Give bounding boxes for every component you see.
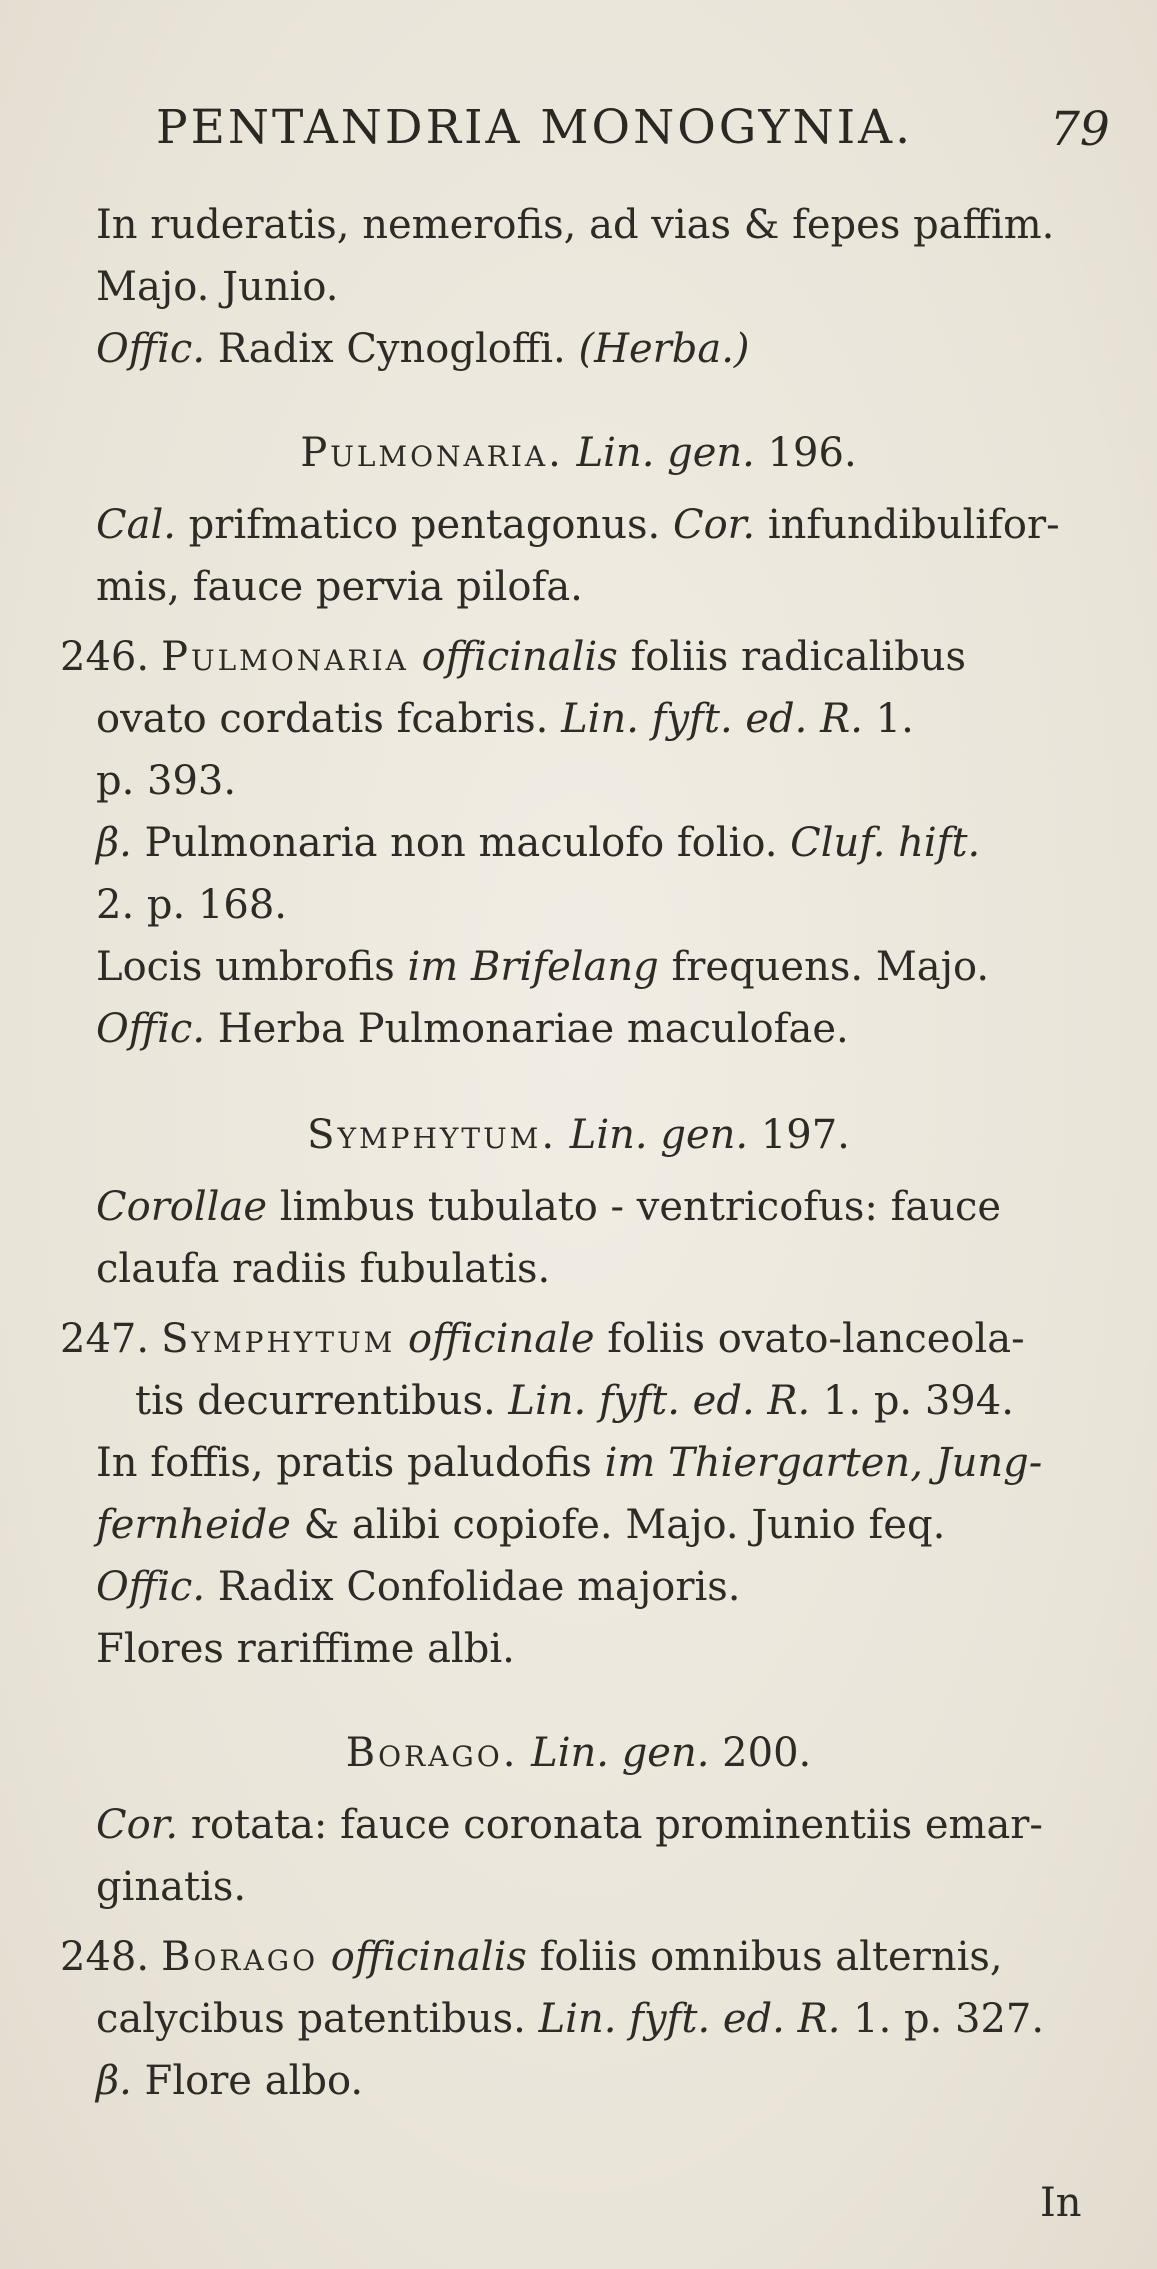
text-line [96,1800,1043,1850]
text-line [0,428,1157,478]
text-run: foliis omnibus alternis, [526,1934,1003,1980]
text-run: calycibus patentibus. [96,1996,539,2042]
small-caps-text: Pulmonaria. [300,430,564,476]
italic-text: Cluf. hift. [790,820,981,866]
text-line [0,1110,1157,1160]
text-line [96,694,914,744]
small-caps-text: Borago. [345,1730,519,1776]
text-run: rotata: fauce coronata prominentiis emar- [178,1802,1043,1848]
italic-text: β. [96,2058,132,2104]
text-run: Locis umbrofis [96,944,408,990]
text-run: ginatis. [96,1864,247,1910]
italic-text: Lin. gen. [569,1112,749,1158]
italic-text: β. [96,820,132,866]
text-run: infundibulifor- [755,502,1060,548]
text-run: 1. [862,696,914,742]
text-line [96,756,236,806]
text-line [96,1624,515,1674]
text-run: Pulmonaria non maculofo folio. [131,820,791,866]
text-run: mis, fauce pervia pilofa. [96,564,583,610]
text-line [96,1182,1001,1232]
text-line [96,1862,246,1912]
text-run: Radix Confolidae majoris. [205,1564,741,1610]
text-line [96,1438,1042,1488]
text-run: Majo. Junio. [96,264,339,310]
text-run: limbus tubulato - ventricofus: fauce [267,1184,1002,1230]
small-caps-text: Symphytum [161,1316,396,1362]
text-line [60,1932,1003,1982]
italic-text: im Brifelang [407,944,659,990]
text-run: Radix Cynogloffi. [205,326,579,372]
text-line [0,1728,1157,1778]
page-header [0,100,1157,170]
italic-text: Offic. [96,326,206,372]
text-run: Herba Pulmonariae maculofae. [205,1006,849,1052]
entry-number: 248. [60,1934,150,1980]
text-run: In ruderatis, nemerofis, ad vias & fepes paffim. [96,202,1055,248]
text-line [96,942,989,992]
text-run: & alibi copiofe. Majo. Junio feq. [290,1502,946,1548]
text-run: frequens. Majo. [658,944,990,990]
text-run [564,430,577,476]
italic-text: (Herba.) [578,326,750,372]
italic-text: Lin. gen. [531,1730,710,1776]
text-line [96,262,338,312]
text-run: 200. [709,1730,812,1776]
text-line [96,1994,1044,2044]
italic-text: fernheide [96,1502,291,1548]
text-run: tis decurrentibus. [135,1378,509,1424]
text-line [96,500,1060,550]
italic-text: officinalis [421,634,618,680]
text-run [557,1112,570,1158]
small-caps-text: Symphytum. [307,1112,558,1158]
italic-text: Lin. fyft. ed. R. [538,1996,841,2042]
italic-text: Lin. fyft. ed. R. [561,696,863,742]
italic-text: officinale [408,1316,595,1362]
text-run: foliis radicalibus [617,634,967,680]
text-run [518,1730,531,1776]
page-number: 79 [1050,102,1110,157]
text-run: 196. [754,430,857,476]
text-run: Flore albo. [131,2058,364,2104]
italic-text: Lin. fyft. ed. R. [508,1378,811,1424]
text-run: In foffis, pratis paludofis [96,1440,605,1486]
text-run [318,1934,331,1980]
text-line [96,200,1054,250]
text-run: p. 393. [96,758,237,804]
text-line [96,562,583,612]
text-line [96,324,750,374]
text-run: foliis ovato-lanceola- [594,1316,1025,1362]
text-run [395,1316,408,1362]
text-line [135,1376,1014,1426]
italic-text: Offic. [96,1006,206,1052]
italic-text: im Thiergarten, Jung- [604,1440,1043,1486]
text-run: Flores rariffime albi. [96,1626,515,1672]
small-caps-text: Pulmonaria [161,634,409,680]
italic-text: officinalis [330,1934,527,1980]
running-head: PENTANDRIA MONOGYNIA. [156,100,914,155]
text-run: 197. [748,1112,850,1158]
text-run: 2. p. 168. [96,882,287,928]
italic-text: Cor. [96,1802,179,1848]
small-caps-text: Borago [161,1934,319,1980]
text-run: 1. p. 327. [840,1996,1045,2042]
text-run: claufa radiis fubulatis. [96,1246,551,1292]
entry-number: 247. [60,1316,150,1362]
text-line [60,632,966,682]
italic-text: Cor. [672,502,756,548]
text-line [96,1004,849,1054]
text-line [96,880,287,930]
text-run: 1. p. 394. [810,1378,1014,1424]
text-line [96,1244,550,1294]
text-run: ovato cordatis fcabris. [96,696,562,742]
entry-number: 246. [60,634,150,680]
italic-text: Cal. [96,502,176,548]
text-line [96,2056,363,2106]
catchword: In [1040,2180,1082,2226]
text-line [96,818,980,868]
text-run [409,634,422,680]
text-line [60,1314,1025,1364]
italic-text: Offic. [96,1564,206,1610]
italic-text: Lin. gen. [576,430,755,476]
text-run: prifmatico pentagonus. [175,502,673,548]
text-line [96,1562,741,1612]
text-line [96,1500,945,1550]
italic-text: Corollae [96,1184,267,1230]
